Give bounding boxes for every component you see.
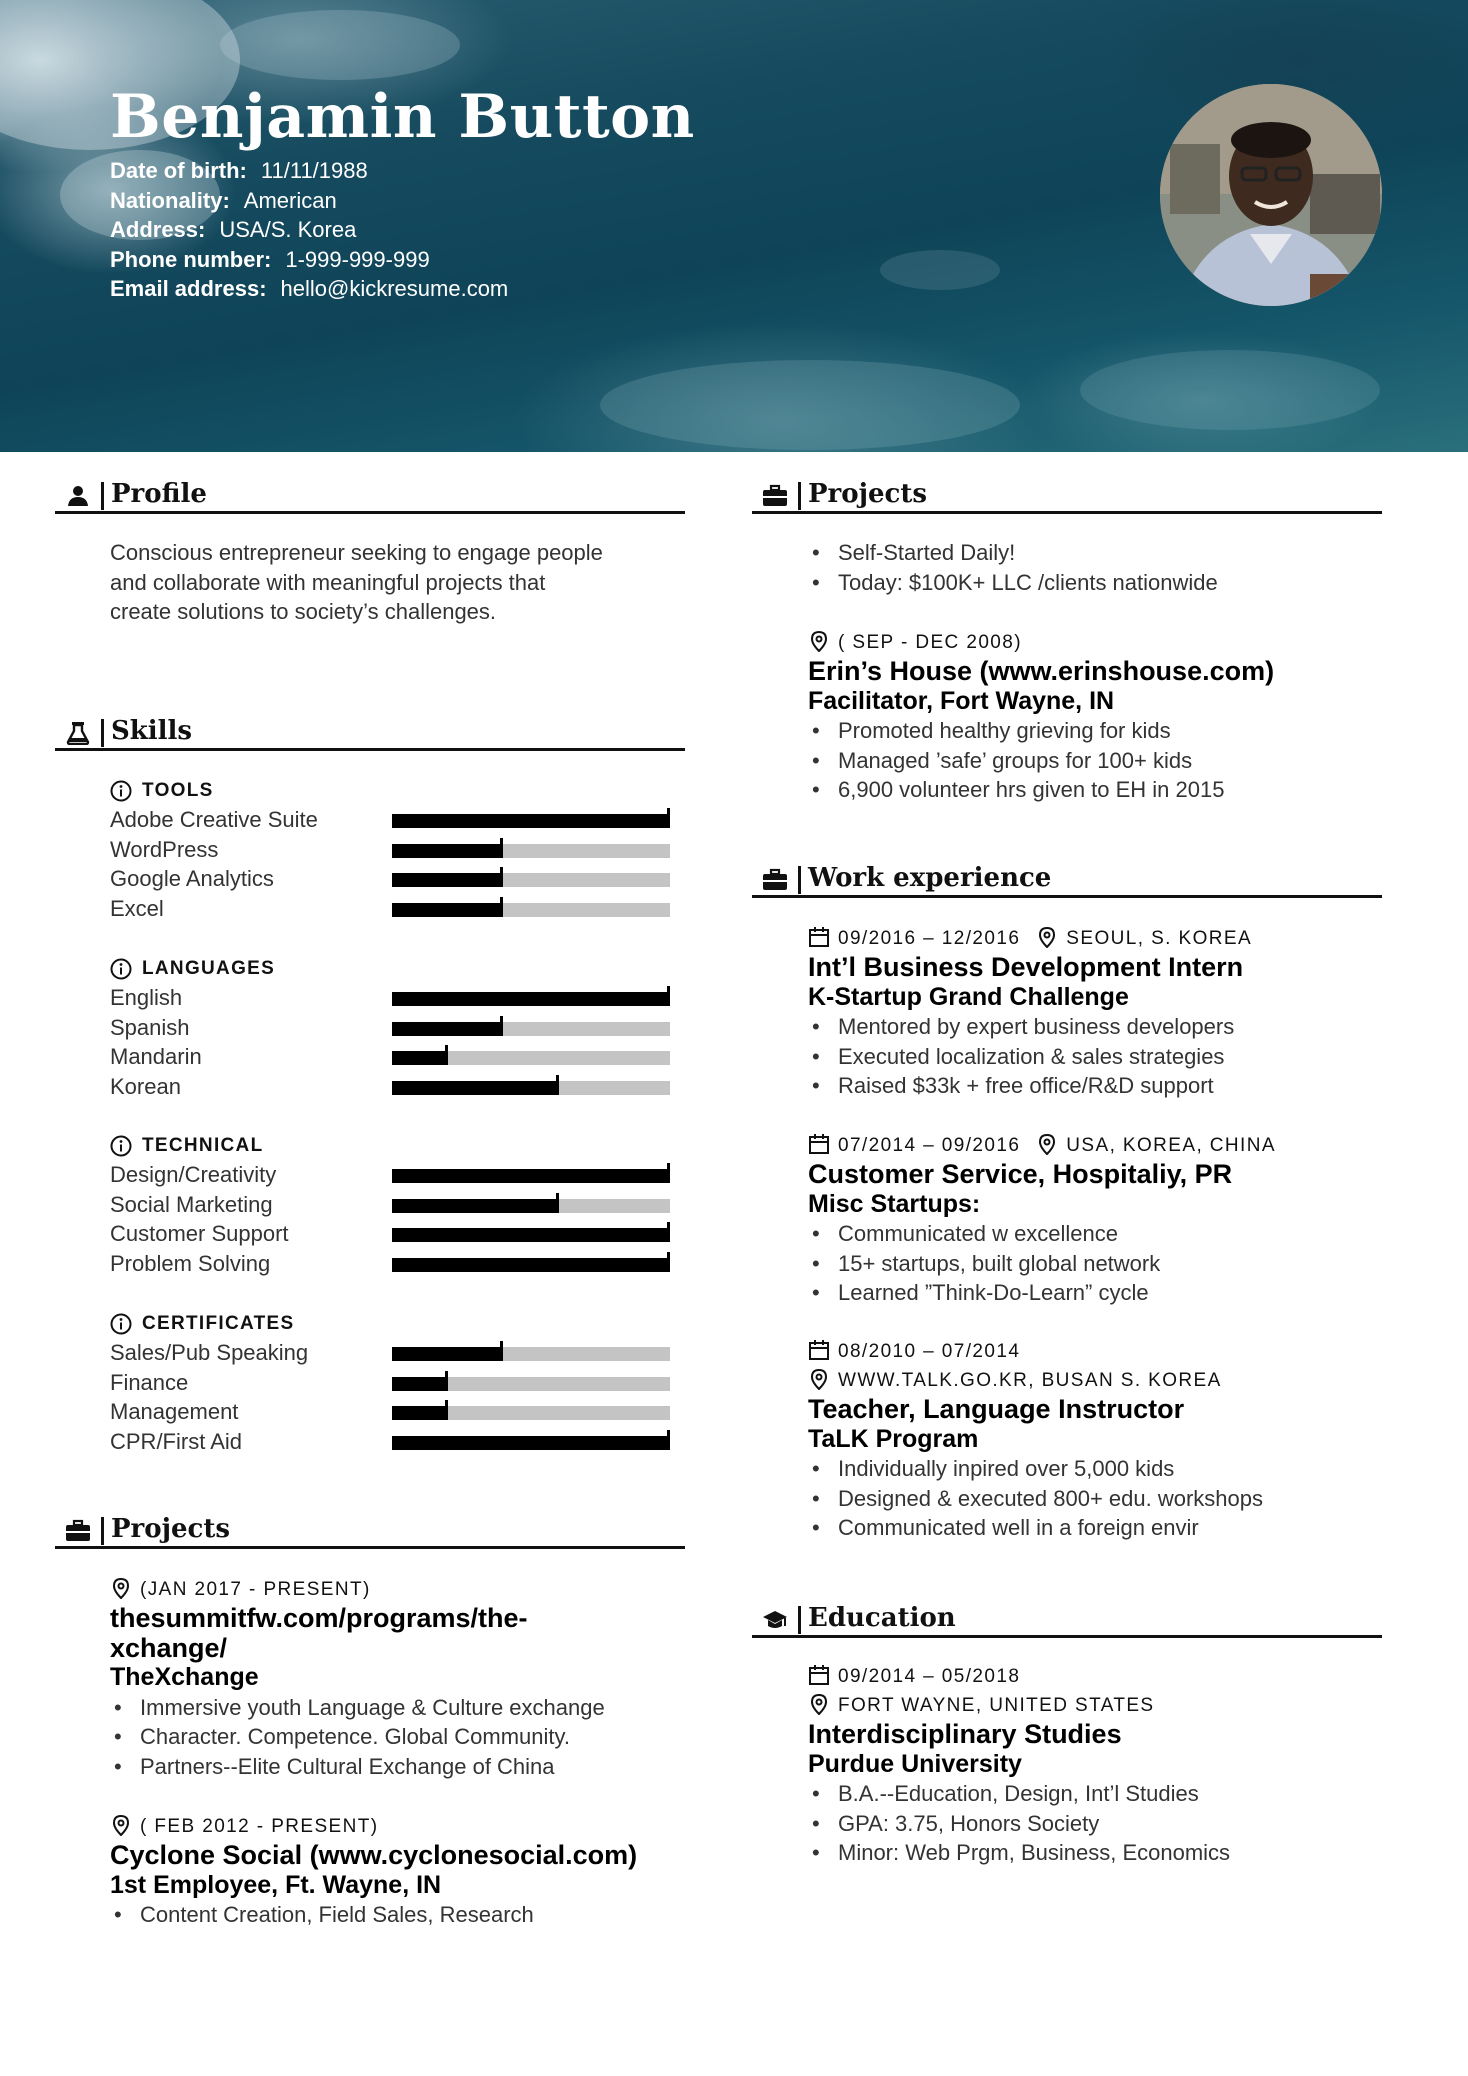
- skill-level-bar: [392, 873, 670, 887]
- candidate-name: Benjamin Button: [110, 82, 695, 152]
- briefcase-icon: [762, 868, 788, 892]
- projects-left-title: Projects: [111, 1514, 231, 1544]
- list-item: • Minor: Web Prgm, Business, Economics: [808, 1838, 1428, 1868]
- skill-level-bar: [392, 1436, 670, 1450]
- project-entry-cyclone: [110, 1812, 710, 1930]
- skill-level-bar: [392, 1258, 670, 1272]
- entry-meta: 07/2014 – 09/2016 USA, KOREA, CHINA: [808, 1131, 1428, 1160]
- skill-level-fill: [392, 814, 670, 828]
- info-icon: [110, 958, 132, 980]
- skill-level-bar: [392, 903, 670, 917]
- info-icon: [110, 1313, 132, 1335]
- list-item: • Executed localization & sales strategies: [808, 1042, 1428, 1072]
- skill-name: Problem Solving: [110, 1250, 271, 1276]
- graduation-cap-icon: [762, 1608, 788, 1632]
- calendar-icon: [808, 926, 830, 948]
- calendar-icon: [808, 1664, 830, 1686]
- list-item: • Promoted healthy grieving for kids: [808, 716, 1428, 746]
- skill-level-fill: [392, 1169, 670, 1183]
- skill-level-fill: [392, 1377, 448, 1391]
- flask-icon: [65, 721, 91, 745]
- work-entry-3: [808, 1337, 1428, 1543]
- work-section-heading: [752, 862, 1382, 898]
- skill-name: Korean: [110, 1073, 181, 1099]
- skill-row: [110, 1368, 670, 1398]
- profile-text: Conscious entrepreneur seeking to engage people and collaborate with meaningful projects that create solutions to society’s challenges.: [110, 540, 603, 624]
- skill-row: [110, 894, 670, 924]
- skill-level-fill: [392, 1022, 503, 1036]
- education-entry-1: [808, 1662, 1428, 1868]
- location-pin-icon: [808, 1693, 830, 1715]
- education-title: Education: [808, 1603, 956, 1633]
- education-section-heading: [752, 1602, 1382, 1638]
- skill-level-fill: [392, 903, 503, 917]
- skill-level-marker: [667, 1163, 670, 1183]
- skill-name: Finance: [110, 1369, 189, 1395]
- detail-nationality: Nationality: American: [110, 187, 337, 213]
- calendar-icon: [808, 1339, 830, 1361]
- skill-name: English: [110, 985, 183, 1010]
- person-icon: [65, 484, 91, 508]
- skill-level-bar: [392, 1022, 670, 1036]
- skill-level-marker: [445, 1371, 448, 1391]
- info-icon: [110, 1135, 132, 1157]
- list-item: • Partners--Elite Cultural Exchange of China: [110, 1752, 690, 1782]
- skill-row: [110, 1338, 670, 1368]
- list-item: • Learned ”Think-Do-Learn” cycle: [808, 1278, 1428, 1308]
- entry-title: Interdisciplinary Studies: [808, 1719, 1122, 1749]
- entry-subtitle: Purdue University: [808, 1749, 1022, 1778]
- entry-subtitle: TaLK Program: [808, 1424, 979, 1453]
- entry-bullets: [808, 1012, 1428, 1101]
- skill-level-marker: [500, 867, 503, 887]
- project-entry-xchange: [110, 1575, 690, 1781]
- work-entry-1: [808, 924, 1428, 1101]
- list-item: • Individually inpired over 5,000 kids: [808, 1454, 1428, 1484]
- projects-left-section-heading: [55, 1513, 685, 1549]
- skill-level-marker: [556, 1193, 559, 1213]
- entry-subtitle: Facilitator, Fort Wayne, IN: [808, 686, 1115, 715]
- project-entry-erins-house: [808, 628, 1428, 805]
- entry-title[interactable]: Erin’s House (www.erinshouse.com): [808, 656, 1275, 686]
- skill-level-marker: [667, 808, 670, 828]
- skill-level-fill: [392, 873, 503, 887]
- location-pin-icon: [110, 1814, 132, 1836]
- skill-level-fill: [392, 1081, 559, 1095]
- skill-level-marker: [500, 1341, 503, 1361]
- skills-section-heading: [55, 715, 685, 751]
- skill-level-marker: [667, 986, 670, 1006]
- entry-bullets: [808, 716, 1428, 805]
- skill-row: [110, 983, 670, 1013]
- work-title: Work experience: [808, 863, 1052, 893]
- skill-level-fill: [392, 844, 503, 858]
- briefcase-icon: [65, 1519, 91, 1543]
- skill-name: Adobe Creative Suite: [110, 807, 318, 832]
- profile-section-heading: [55, 478, 685, 514]
- entry-title[interactable]: thesummitfw.com/programs/the-xchange/: [110, 1603, 528, 1663]
- entry-title: Customer Service, Hospitaliy, PR: [808, 1159, 1233, 1189]
- skill-level-bar: [392, 1377, 670, 1391]
- entry-subtitle: Misc Startups:: [808, 1189, 981, 1218]
- skill-level-fill: [392, 992, 670, 1006]
- location-pin-icon: [1036, 1133, 1058, 1155]
- location-pin-icon: [1036, 926, 1058, 948]
- skill-group-tools: [110, 777, 670, 923]
- entry-bullets: [110, 1693, 690, 1782]
- detail-address: Address: USA/S. Korea: [110, 217, 357, 242]
- list-item: • GPA: 3.75, Honors Society: [808, 1809, 1428, 1839]
- skill-name: WordPress: [110, 836, 219, 862]
- entry-meta: ( SEP - DEC 2008): [808, 628, 1428, 657]
- projects-right-title: Projects: [808, 479, 928, 509]
- skill-level-fill: [392, 1406, 448, 1420]
- skill-level-fill: [392, 1347, 503, 1361]
- skill-row: [110, 1219, 670, 1249]
- location-pin-icon: [808, 630, 830, 652]
- entry-subtitle: TheXchange: [110, 1663, 259, 1691]
- entry-meta: (JAN 2017 - PRESENT): [110, 1575, 690, 1604]
- skill-group-title: TOOLS: [110, 777, 670, 805]
- entry-bullets: [808, 1779, 1428, 1868]
- skill-name: CPR/First Aid: [110, 1428, 243, 1454]
- skill-level-fill: [392, 1228, 670, 1242]
- work-entry-2: [808, 1131, 1428, 1308]
- skill-level-bar: [392, 1199, 670, 1213]
- skill-row: [110, 1072, 670, 1102]
- list-item: • Character. Competence. Global Community.: [110, 1722, 690, 1752]
- skill-level-bar: [392, 1406, 670, 1420]
- skill-name: Spanish: [110, 1014, 190, 1040]
- skill-level-bar: [392, 814, 670, 828]
- location-pin-icon: [110, 1577, 132, 1599]
- skill-group-title: CERTIFICATES: [110, 1310, 670, 1338]
- entry-meta: 08/2010 – 07/2014: [808, 1337, 1428, 1366]
- skill-level-fill: [392, 1258, 670, 1272]
- skill-row: [110, 1013, 670, 1043]
- entry-meta: 09/2016 – 12/2016 SEOUL, S. KOREA: [808, 924, 1428, 953]
- projects-right-section-heading: [752, 478, 1382, 514]
- header-banner: [0, 0, 1468, 452]
- skill-name: Mandarin: [110, 1044, 202, 1069]
- list-item: • Managed ’safe’ groups for 100+ kids: [808, 746, 1428, 776]
- list-item: • Content Creation, Field Sales, Research: [110, 1900, 710, 1930]
- list-item: • Immersive youth Language & Culture exchange: [110, 1693, 690, 1723]
- entry-bullets: [808, 1454, 1428, 1543]
- skill-level-marker: [445, 1045, 448, 1065]
- skill-group-certificates: [110, 1310, 670, 1456]
- list-item: • B.A.--Education, Design, Int’l Studies: [808, 1779, 1428, 1809]
- entry-meta: 09/2014 – 05/2018: [808, 1662, 1428, 1691]
- skill-level-fill: [392, 1051, 448, 1065]
- list-item: • Raised $33k + free office/R&D support: [808, 1071, 1428, 1101]
- info-icon: [110, 780, 132, 802]
- skill-group-title: TECHNICAL: [110, 1132, 670, 1160]
- skill-name: Social Marketing: [110, 1191, 273, 1217]
- skill-row: [110, 1427, 670, 1457]
- entry-bullets: [110, 1900, 710, 1930]
- projects-right-intro: [808, 538, 1428, 597]
- calendar-icon: [808, 1133, 830, 1155]
- profile-photo: [1160, 84, 1382, 306]
- entry-subtitle: 1st Employee, Ft. Wayne, IN: [110, 1870, 442, 1899]
- skill-name: Excel: [110, 895, 164, 921]
- skill-group-languages: [110, 955, 670, 1101]
- skill-row: [110, 1397, 670, 1427]
- personal-details: [110, 156, 508, 304]
- list-item: • 15+ startups, built global network: [808, 1249, 1428, 1279]
- skill-level-marker: [667, 1222, 670, 1242]
- skill-name: Customer Support: [110, 1221, 289, 1246]
- profile-photo-illustration: [1160, 84, 1382, 306]
- entry-bullets: [808, 1219, 1428, 1308]
- entry-subtitle: K-Startup Grand Challenge: [808, 982, 1129, 1011]
- skill-level-bar: [392, 1169, 670, 1183]
- list-item: • Communicated w excellence: [808, 1219, 1428, 1249]
- profile-title: Profile: [111, 479, 207, 509]
- entry-meta: ( FEB 2012 - PRESENT): [110, 1812, 710, 1841]
- skill-group-technical: [110, 1132, 670, 1278]
- skill-level-marker: [556, 1075, 559, 1095]
- skill-row: [110, 1160, 670, 1190]
- skill-row: [110, 1249, 670, 1279]
- skill-row: [110, 805, 670, 835]
- skill-level-marker: [445, 1400, 448, 1420]
- skill-level-fill: [392, 1199, 559, 1213]
- list-item: • Today: $100K+ LLC /clients nationwide: [808, 568, 1428, 598]
- skill-level-fill: [392, 1436, 670, 1450]
- skill-row: [110, 864, 670, 894]
- skill-group-title: LANGUAGES: [110, 955, 670, 983]
- briefcase-icon: [762, 484, 788, 508]
- skills-title: Skills: [111, 716, 193, 746]
- entry-title: Int’l Business Development Intern: [808, 952, 1244, 982]
- skill-level-bar: [392, 1228, 670, 1242]
- skill-name: Google Analytics: [110, 866, 274, 891]
- list-item: • 6,900 volunteer hrs given to EH in 2015: [808, 775, 1428, 805]
- list-item: • Communicated well in a foreign envir: [808, 1513, 1428, 1543]
- skill-row: [110, 1042, 670, 1072]
- skill-level-bar: [392, 992, 670, 1006]
- entry-meta: WWW.TALK.GO.KR, BUSAN S. KOREA: [808, 1366, 1428, 1395]
- skill-level-marker: [667, 1252, 670, 1272]
- skill-name: Design/Creativity: [110, 1162, 277, 1187]
- entry-title: Teacher, Language Instructor: [808, 1394, 1185, 1424]
- skill-row: [110, 1190, 670, 1220]
- skill-level-marker: [500, 1016, 503, 1036]
- skill-level-marker: [667, 1430, 670, 1450]
- skill-name: Sales/Pub Speaking: [110, 1340, 309, 1365]
- list-item: • Mentored by expert business developers: [808, 1012, 1428, 1042]
- entry-title[interactable]: Cyclone Social (www.cyclonesocial.com): [110, 1840, 638, 1870]
- detail-email: Email address: hello@kickresume.com: [110, 276, 509, 301]
- entry-meta: FORT WAYNE, UNITED STATES: [808, 1691, 1428, 1720]
- detail-phone: Phone number: 1-999-999-999: [110, 246, 430, 272]
- list-item: • Designed & executed 800+ edu. workshops: [808, 1484, 1428, 1514]
- skill-row: [110, 835, 670, 865]
- skill-level-bar: [392, 1051, 670, 1065]
- skill-level-marker: [500, 838, 503, 858]
- detail-dob: Date of birth: 11/11/1988: [110, 158, 368, 183]
- location-pin-icon: [808, 1368, 830, 1390]
- skill-level-bar: [392, 844, 670, 858]
- skill-level-marker: [500, 897, 503, 917]
- skill-level-bar: [392, 1347, 670, 1361]
- skill-level-bar: [392, 1081, 670, 1095]
- list-item: • Self-Started Daily!: [808, 538, 1428, 568]
- skill-name: Management: [110, 1399, 239, 1424]
